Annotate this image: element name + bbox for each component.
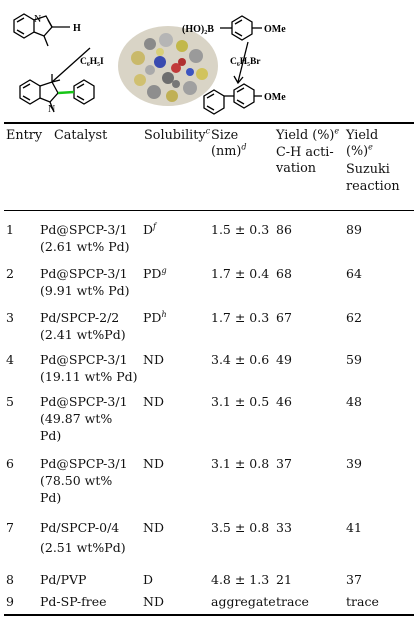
row-9-entry: 9 bbox=[6, 594, 14, 609]
row-2-solubility: $PD^g$ bbox=[143, 265, 167, 281]
reaction-scheme bbox=[0, 0, 418, 122]
row-6-entry: 6 bbox=[6, 456, 14, 471]
row-2-yield-sz: 64 bbox=[346, 266, 362, 281]
row-7-yield-ch: 33 bbox=[276, 520, 292, 535]
row-6-size: 3.1 ± 0.8 bbox=[211, 456, 270, 471]
row-6-catalyst-l3: Pd) bbox=[40, 490, 62, 505]
row-6-yield-sz: 39 bbox=[346, 456, 362, 471]
row-8-solubility: D bbox=[143, 572, 154, 587]
row-4-catalyst-l2: (19.11 wt% Pd) bbox=[40, 369, 138, 384]
row-8-catalyst-l1: Pd/PVP bbox=[40, 572, 87, 587]
row-7-catalyst-l1: Pd/SPCP-0/4 bbox=[40, 520, 120, 535]
row-6-catalyst-l2: (78.50 wt% bbox=[40, 473, 113, 488]
row-1-solubility: $D^f$ bbox=[143, 221, 156, 237]
row-7-catalyst-l2: (2.51 wt%Pd) bbox=[40, 540, 126, 555]
h-label: H bbox=[73, 23, 81, 34]
row-7-entry: 7 bbox=[6, 520, 14, 535]
row-4-yield-sz: 59 bbox=[346, 352, 362, 367]
boronic-acid-reactant bbox=[220, 16, 262, 40]
reagent-right-label: C₆H₅Br bbox=[230, 57, 261, 67]
row-3-size: 1.7 ± 0.3 bbox=[211, 310, 270, 325]
row-1-entry: 1 bbox=[6, 222, 14, 237]
row-4-solubility: ND bbox=[143, 352, 164, 367]
row-6-solubility: ND bbox=[143, 456, 164, 471]
row-3-solubility: $PD^h$ bbox=[143, 309, 167, 325]
2-phenylindole-product bbox=[20, 80, 94, 112]
row-2-catalyst-l1: Pd@SPCP-3/1 bbox=[40, 266, 128, 281]
header-size-l2: (nm)$^d$ bbox=[211, 142, 247, 159]
row-7-solubility: ND bbox=[143, 520, 164, 535]
row-9-yield-sz: trace bbox=[346, 594, 379, 609]
row-4-size: 3.4 ± 0.6 bbox=[211, 352, 270, 367]
header-yield-ch-l3: vation bbox=[276, 161, 317, 176]
row-5-yield-sz: 48 bbox=[346, 394, 362, 409]
row-9-yield-ch: trace bbox=[276, 594, 309, 609]
header-yield-ch-l2: C-H acti- bbox=[276, 145, 334, 160]
header-yield-sz-l4: reaction bbox=[346, 179, 400, 194]
header-bottom-rule bbox=[4, 210, 414, 211]
row-8-yield-sz: 37 bbox=[346, 572, 362, 587]
row-9-solubility: ND bbox=[143, 594, 164, 609]
row-8-size: 4.8 ± 1.3 bbox=[211, 572, 270, 587]
table-top-rule bbox=[4, 122, 414, 124]
catalyst-particle-image bbox=[118, 26, 218, 106]
header-yield-ch-l1: Yield (%)$^e$ bbox=[276, 126, 340, 143]
row-6-yield-ch: 37 bbox=[276, 456, 292, 471]
ome-label-bottom: OMe bbox=[264, 92, 286, 103]
boronic-group-label: (HO)₂B bbox=[182, 24, 214, 35]
row-1-catalyst-l2: (2.61 wt% Pd) bbox=[40, 239, 130, 254]
row-2-catalyst-l2: (9.91 wt% Pd) bbox=[40, 283, 130, 298]
row-5-catalyst-l1: Pd@SPCP-3/1 bbox=[40, 394, 128, 409]
row-4-entry: 4 bbox=[6, 352, 14, 367]
row-2-size: 1.7 ± 0.4 bbox=[211, 266, 270, 281]
row-4-catalyst-l1: Pd@SPCP-3/1 bbox=[40, 352, 128, 367]
row-8-entry: 8 bbox=[6, 572, 14, 587]
row-1-yield-ch: 86 bbox=[276, 222, 292, 237]
row-6-catalyst-l1: Pd@SPCP-3/1 bbox=[40, 456, 128, 471]
n-label-top: N bbox=[34, 14, 42, 25]
header-entry: Entry bbox=[6, 128, 43, 143]
header-solubility: Solubility$^c$ bbox=[144, 126, 211, 143]
row-2-yield-ch: 68 bbox=[276, 266, 292, 281]
row-5-catalyst-l3: Pd) bbox=[40, 428, 62, 443]
methoxybiphenyl-product bbox=[204, 84, 262, 114]
row-1-catalyst-l1: Pd@SPCP-3/1 bbox=[40, 222, 128, 237]
header-catalyst: Catalyst bbox=[54, 128, 108, 143]
reagent-left-label: C₆H₅I bbox=[80, 57, 104, 67]
row-3-catalyst-l2: (2.41 wt%Pd) bbox=[40, 327, 126, 342]
ome-label-top: OMe bbox=[264, 24, 286, 35]
row-1-size: 1.5 ± 0.3 bbox=[211, 222, 270, 237]
row-3-yield-sz: 62 bbox=[346, 310, 362, 325]
header-yield-sz-l1: Yield bbox=[346, 128, 379, 143]
header-yield-sz-l2: (%)$^e$ bbox=[346, 142, 373, 159]
row-2-entry: 2 bbox=[6, 266, 14, 281]
row-8-yield-ch: 21 bbox=[276, 572, 292, 587]
row-3-yield-ch: 67 bbox=[276, 310, 292, 325]
row-1-yield-sz: 89 bbox=[346, 222, 362, 237]
table-bottom-rule bbox=[4, 614, 414, 616]
row-7-size: 3.5 ± 0.8 bbox=[211, 520, 270, 535]
row-7-yield-sz: 41 bbox=[346, 520, 362, 535]
row-3-catalyst-l1: Pd/SPCP-2/2 bbox=[40, 310, 120, 325]
row-3-entry: 3 bbox=[6, 310, 14, 325]
row-5-yield-ch: 46 bbox=[276, 394, 292, 409]
row-9-size: aggregate bbox=[211, 594, 276, 609]
row-5-entry: 5 bbox=[6, 394, 14, 409]
row-5-size: 3.1 ± 0.5 bbox=[211, 394, 270, 409]
row-5-catalyst-l2: (49.87 wt% bbox=[40, 411, 113, 426]
row-9-catalyst-l1: Pd-SP-free bbox=[40, 594, 107, 609]
header-size-l1: Size bbox=[211, 128, 239, 143]
n-label-bottom: N bbox=[48, 104, 56, 115]
row-5-solubility: ND bbox=[143, 394, 164, 409]
n-methylindole-reactant bbox=[14, 14, 70, 46]
header-yield-sz-l3: Suzuki bbox=[346, 162, 390, 177]
row-4-yield-ch: 49 bbox=[276, 352, 292, 367]
